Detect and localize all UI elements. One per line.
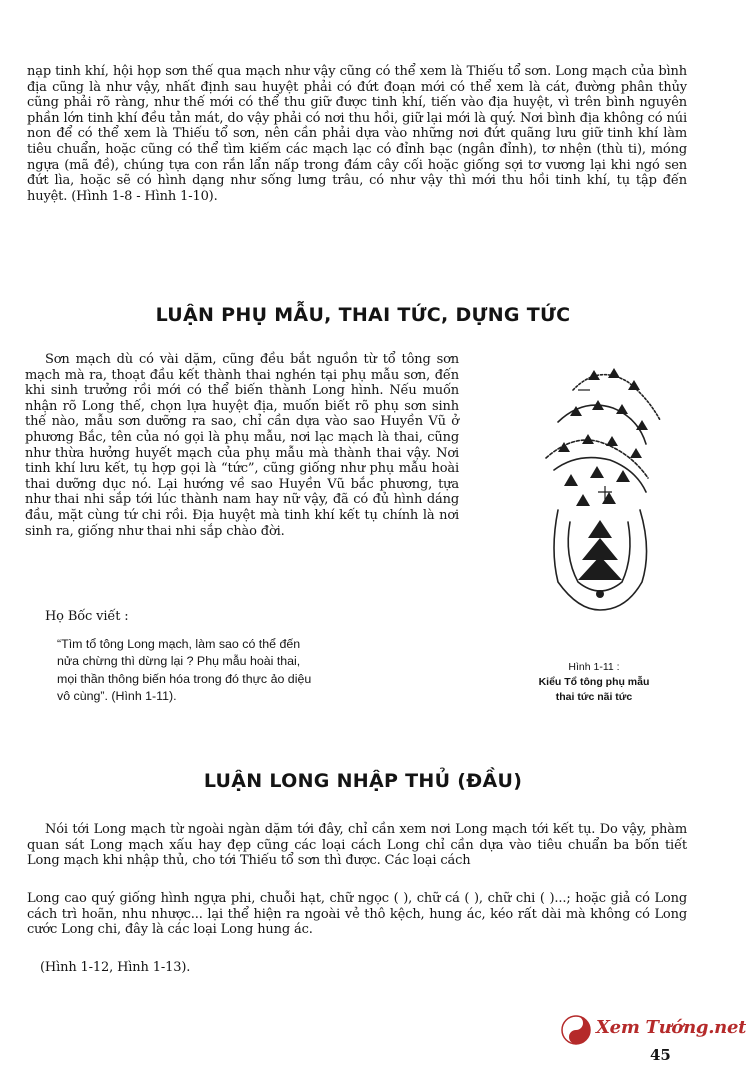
quote-line: vô cùng”. (Hình 1-11).: [57, 689, 177, 704]
section-title-long-nhap-thu: LUẬN LONG NHẬP THỦ (ĐẦU): [203, 770, 523, 792]
quote-line: mọi thần thông biến hóa trong đó thực ảo diệu: [57, 671, 312, 686]
quote-attribution: Họ Bốc viết :: [45, 609, 129, 624]
intro-paragraph: nạp tinh khí, hội họp sơn thế qua mạch như vậy cũng có thể xem là Thiếu tổ sơn. Long mạch của bình địa cũng là như vậy, nhất định sau huyệt phải có đứt đoạn mới có thể xem là cát, đường phân thủy cũng phải rõ ràng, như thế mới có thể thu giữ được tinh khí, tiến vào địa huyệt, vì trên bình nguyên phần lớn tinh khí đều tản mát, do vậy phải có nơi thu hồi, giữ lại mới là quý. Nơi bình địa không có núi non để có thể xem là Thiếu tổ sơn, nên cần phải dựa vào những nơi đứt quãng lưu giữ tinh khí làm tiêu chuẩn, hoặc cũng có thể tìm kiếm các mạch lạc có đỉnh bạc (ngân đỉnh), tơ nhện (thù ti), móng ngựa (mã đề), chúng tựa con rắn lẩn nấp trong đám cây cối hoặc giống sợi tơ vương lại khi ngó sen đứt lìa, hoặc sẽ có hình dạng như sống lưng trâu, có như vậy thì mới thu hồi tinh khí, tụ tập đến huyệt. (Hình 1-8 - Hình 1-10).: [27, 64, 687, 204]
quote-line: “Tìm tổ tông Long mạch, làm sao có thể đến: [57, 637, 301, 651]
caption-line: thai tức nãi tức: [555, 691, 633, 703]
section2-paragraph-2: Long cao quý giống hình ngựa phi, chuỗi hạt, chữ ngọc ( ), chữ cá ( ), chữ chi ( )...; hoặc giả có Long cách trì hoãn, nhu nhược... lại thể hiện ra ngoài vẻ thô kệch, hung ác, kéo rất dài mà không có Long cước Long chi, đây là các loại Long hung ác.: [27, 891, 687, 938]
quote-line: nửa chừng thì dừng lại ? Phụ mẫu hoài thai,: [57, 654, 301, 669]
section-title-phu-mau: LUẬN PHỤ MẪU, THAI TỨC, DỰNG TỨC: [155, 304, 571, 326]
site-logo[interactable]: [560, 1012, 746, 1048]
section1-paragraph: Sơn mạch dù có vài dặm, cũng đều bắt nguồn từ tổ tông sơn mạch mà ra, thoạt đầu kết thành thai nghén tại phụ mẫu sơn, đến khi sinh trưởng rồi mới có thể biến thành Long hình. Nếu muốn nhận rõ Long thế, chọn lựa huyệt địa, muốn biết rõ phụ sơn sinh thế nào, mẫu sơn dưỡng ra sao, chỉ cần dựa vào sao Huyền Vũ ở phương Bắc, tên của nó gọi là phụ mẫu, nơi lạc mạch là thai, cũng như thừa hưởng huyết mạch của phụ mẫu mà thành thai vậy. Nơi tinh khí lưu kết, tụ hợp gọi là “tức”, cũng giống như phụ mẫu hoài thai dưỡng dục nó. Lại hướng về sao Huyền Vũ bắc phương, tựa như thai nhi sắp tới lúc thành nam hay nữ vậy, đã có đủ hình dáng đầu, mặt cùng tứ chi rồi. Địa huyệt mà tinh khí kết tụ chính là nơi sinh ra, giống như thai nhi sắp chào đời.: [25, 352, 459, 539]
page-number: 45: [650, 1046, 671, 1064]
figure-caption: [494, 660, 694, 705]
caption-line: Hình 1-11 :: [568, 661, 620, 673]
section2-paragraph-1: Nói tới Long mạch từ ngoài ngàn dặm tới đây, chỉ cần xem nơi Long mạch tới kết tụ. Do vậy, phàm quan sát Long mạch xấu hay đẹp cũng các loại cách Long chỉ cần dựa vào tiêu chuẩn ba bốn tiết Long mạch khi nhập thủ, cho tới Thiếu tổ sơn thì được. Các loại cách: [27, 822, 687, 869]
mountain-lineage-figure: [518, 360, 678, 625]
yin-yang-icon: [560, 1014, 592, 1046]
quote-block: [57, 636, 387, 706]
logo-text: Xem Tướng.net: [596, 1017, 746, 1038]
caption-line: Kiểu Tổ tông phụ mẫu: [538, 676, 650, 688]
figure-reference: (Hình 1-12, Hình 1-13).: [40, 960, 191, 975]
